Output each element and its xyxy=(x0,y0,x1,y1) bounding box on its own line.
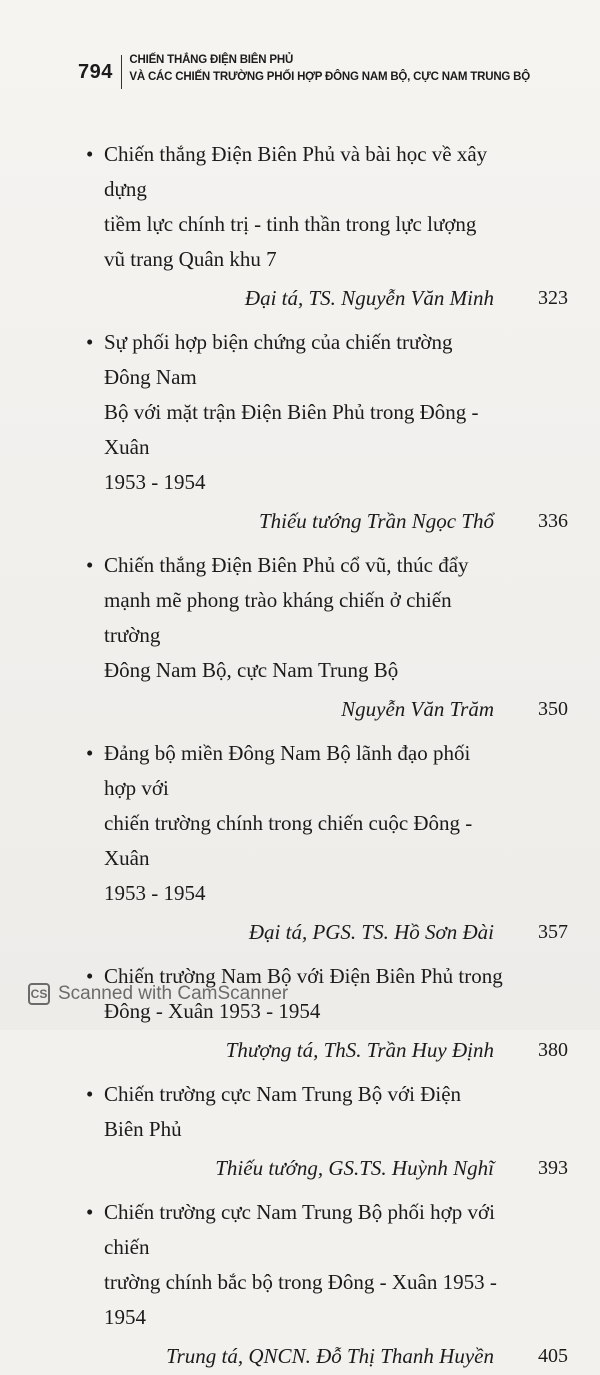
toc-entry-title-line: 1953 - 1954 xyxy=(104,881,206,905)
bullet-icon: • xyxy=(86,1200,94,1224)
toc-entry-page: 323 xyxy=(538,287,568,309)
toc-entry-title-line: Sự phối hợp biện chứng của chiến trường Đông Nam xyxy=(104,330,453,389)
toc-entries xyxy=(86,137,576,1375)
toc-entry xyxy=(86,548,576,728)
toc-entry-author-row xyxy=(86,1151,576,1187)
toc-entry-title-line: Đảng bộ miền Đông Nam Bộ lãnh đạo phối hợp với xyxy=(104,741,471,800)
toc-entry xyxy=(86,325,576,540)
toc-entry-title-line: chiến trường chính trong chiến cuộc Đông - Xuân xyxy=(104,811,473,870)
toc-entry-title-line: Chiến trường Nam Bộ với Điện Biên Phủ trong xyxy=(104,964,503,988)
toc-entry-title xyxy=(86,548,504,688)
watermark-text: Scanned with CamScanner xyxy=(58,983,289,1004)
bullet-icon: • xyxy=(86,1082,94,1106)
toc-entry-page: 357 xyxy=(538,921,568,943)
toc-entry-title-line: vũ trang Quân khu 7 xyxy=(104,247,277,271)
toc-entry-author: Thượng tá, ThS. Trần Huy Định xyxy=(225,1038,494,1062)
bullet-icon: • xyxy=(86,964,94,988)
toc-entry-title xyxy=(86,137,504,277)
toc-entry xyxy=(86,1077,576,1187)
toc-entry-title-line: tiềm lực chính trị - tinh thần trong lực lượng xyxy=(104,212,477,236)
page-number: 794 xyxy=(78,61,113,83)
header-divider xyxy=(121,55,123,89)
camscanner-logo-icon: CS xyxy=(28,983,50,1005)
toc-entry-title-line: Chiến thắng Điện Biên Phủ và bài học về xây dựng xyxy=(104,142,488,201)
toc-entry-title xyxy=(86,736,504,911)
toc-entry-author: Đại tá, TS. Nguyễn Văn Minh xyxy=(244,286,494,310)
toc-entry-author-row xyxy=(86,1033,576,1069)
toc-entry-author: Nguyễn Văn Trăm xyxy=(341,697,494,721)
toc-entry-author: Thiếu tướng, GS.TS. Huỳnh Nghĩ xyxy=(215,1156,494,1180)
running-title-line-1: CHIẾN THẮNG ĐIỆN BIÊN PHỦ xyxy=(129,54,294,66)
running-title-line-2: VÀ CÁC CHIẾN TRƯỜNG PHỐI HỢP ĐÔNG NAM BỘ, CỰC NAM TRUNG BỘ xyxy=(129,71,531,83)
scanner-watermark xyxy=(28,983,288,1005)
toc-entry-author-row xyxy=(86,281,576,317)
toc-entry-title xyxy=(86,325,504,500)
toc-entry-title-line: mạnh mẽ phong trào kháng chiến ở chiến trường xyxy=(104,588,452,647)
toc-entry-author: Trung tá, QNCN. Đỗ Thị Thanh Huyền xyxy=(166,1344,494,1368)
toc-entry-author-row xyxy=(86,692,576,728)
toc-entry-page: 380 xyxy=(538,1039,568,1061)
toc-entry-title xyxy=(86,1077,504,1147)
toc-entry-title-line: Đông Nam Bộ, cực Nam Trung Bộ xyxy=(104,658,399,682)
toc-entry xyxy=(86,1195,576,1375)
bullet-icon: • xyxy=(86,142,94,166)
bullet-icon: • xyxy=(86,741,94,765)
toc-entry-author-row xyxy=(86,915,576,951)
toc-entry-author-row xyxy=(86,1339,576,1375)
toc-entry-page: 336 xyxy=(538,510,568,532)
toc-entry xyxy=(86,137,576,317)
bullet-icon: • xyxy=(86,330,94,354)
toc-entry-page: 405 xyxy=(538,1345,568,1367)
toc-entry-title-line: 1953 - 1954 xyxy=(104,470,206,494)
toc-entry-page: 350 xyxy=(538,698,568,720)
toc-entry-author-row xyxy=(86,504,576,540)
toc-entry-title-line: Đông - Xuân 1953 - 1954 xyxy=(104,999,321,1023)
toc-entry-title xyxy=(86,1195,504,1335)
toc-entry-author: Thiếu tướng Trần Ngọc Thổ xyxy=(258,509,494,533)
toc-entry-title-line: trường chính bắc bộ trong Đông - Xuân 1953 - 1954 xyxy=(104,1270,497,1329)
running-header xyxy=(78,52,530,92)
toc-entry xyxy=(86,736,576,951)
bullet-icon: • xyxy=(86,553,94,577)
running-title xyxy=(129,52,530,86)
toc-entry-title-line: Chiến trường cực Nam Trung Bộ phối hợp với chiến xyxy=(104,1200,495,1259)
toc-entry-title-line: Bộ với mặt trận Điện Biên Phủ trong Đông - Xuân xyxy=(104,400,479,459)
toc-entry-title-line: Chiến trường cực Nam Trung Bộ với Điện Biên Phủ xyxy=(104,1082,462,1141)
toc-entry xyxy=(86,959,576,1069)
toc-entry-title-line: Chiến thắng Điện Biên Phủ cổ vũ, thúc đẩy xyxy=(104,553,469,577)
toc-entry-page: 393 xyxy=(538,1157,568,1179)
toc-entry-author: Đại tá, PGS. TS. Hồ Sơn Đài xyxy=(248,920,494,944)
